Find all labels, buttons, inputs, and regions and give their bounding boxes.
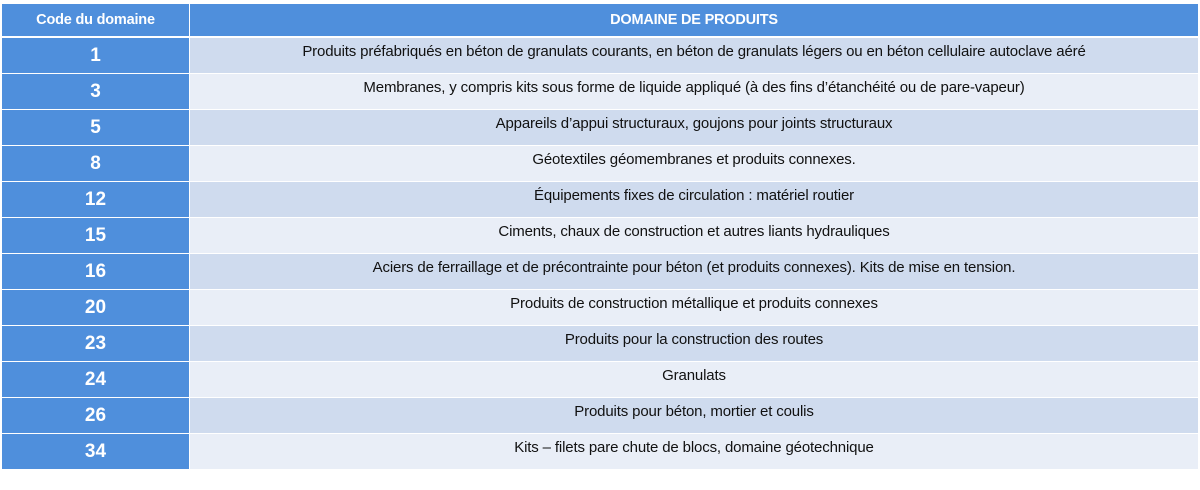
table-row xyxy=(2,326,1198,362)
table-row xyxy=(2,110,1198,146)
domain-description: Produits pour la construction des routes xyxy=(190,326,1198,362)
domain-description: Produits pour béton, mortier et coulis xyxy=(190,398,1198,434)
domain-code: 12 xyxy=(2,182,190,218)
table-header xyxy=(2,4,1198,38)
table-row xyxy=(2,218,1198,254)
product-domain-table-container xyxy=(2,4,1198,470)
domain-description: Kits – filets pare chute de blocs, domaine géotechnique xyxy=(190,434,1198,470)
domain-description: Équipements fixes de circulation : matériel routier xyxy=(190,182,1198,218)
table-row xyxy=(2,182,1198,218)
domain-description: Aciers de ferraillage et de précontrainte pour béton (et produits connexes). Kits de mise en tension. xyxy=(190,254,1198,290)
table-row xyxy=(2,290,1198,326)
domain-description: Appareils d’appui structuraux, goujons pour joints structuraux xyxy=(190,110,1198,146)
header-code-column: Code du domaine xyxy=(2,4,190,38)
domain-code: 26 xyxy=(2,398,190,434)
header-domain-column: DOMAINE DE PRODUITS xyxy=(190,4,1198,38)
table-row xyxy=(2,362,1198,398)
domain-code: 8 xyxy=(2,146,190,182)
domain-code: 34 xyxy=(2,434,190,470)
table-row xyxy=(2,398,1198,434)
domain-code: 16 xyxy=(2,254,190,290)
table-body xyxy=(2,38,1198,470)
domain-code: 1 xyxy=(2,38,190,74)
domain-description: Géotextiles géomembranes et produits connexes. xyxy=(190,146,1198,182)
table-row xyxy=(2,38,1198,74)
domain-code: 15 xyxy=(2,218,190,254)
table-row xyxy=(2,254,1198,290)
domain-code: 23 xyxy=(2,326,190,362)
domain-description: Produits de construction métallique et produits connexes xyxy=(190,290,1198,326)
domain-code: 24 xyxy=(2,362,190,398)
product-domain-table xyxy=(2,4,1198,470)
table-row xyxy=(2,74,1198,110)
table-row xyxy=(2,146,1198,182)
domain-description: Membranes, y compris kits sous forme de liquide appliqué (à des fins d’étanchéité ou de pare-vapeur) xyxy=(190,74,1198,110)
domain-code: 5 xyxy=(2,110,190,146)
header-row xyxy=(2,4,1198,38)
domain-description: Produits préfabriqués en béton de granulats courants, en béton de granulats légers ou en béton cellulaire autoclave aéré xyxy=(190,38,1198,74)
domain-description: Granulats xyxy=(190,362,1198,398)
domain-description: Ciments, chaux de construction et autres liants hydrauliques xyxy=(190,218,1198,254)
domain-code: 20 xyxy=(2,290,190,326)
table-row xyxy=(2,434,1198,470)
domain-code: 3 xyxy=(2,74,190,110)
